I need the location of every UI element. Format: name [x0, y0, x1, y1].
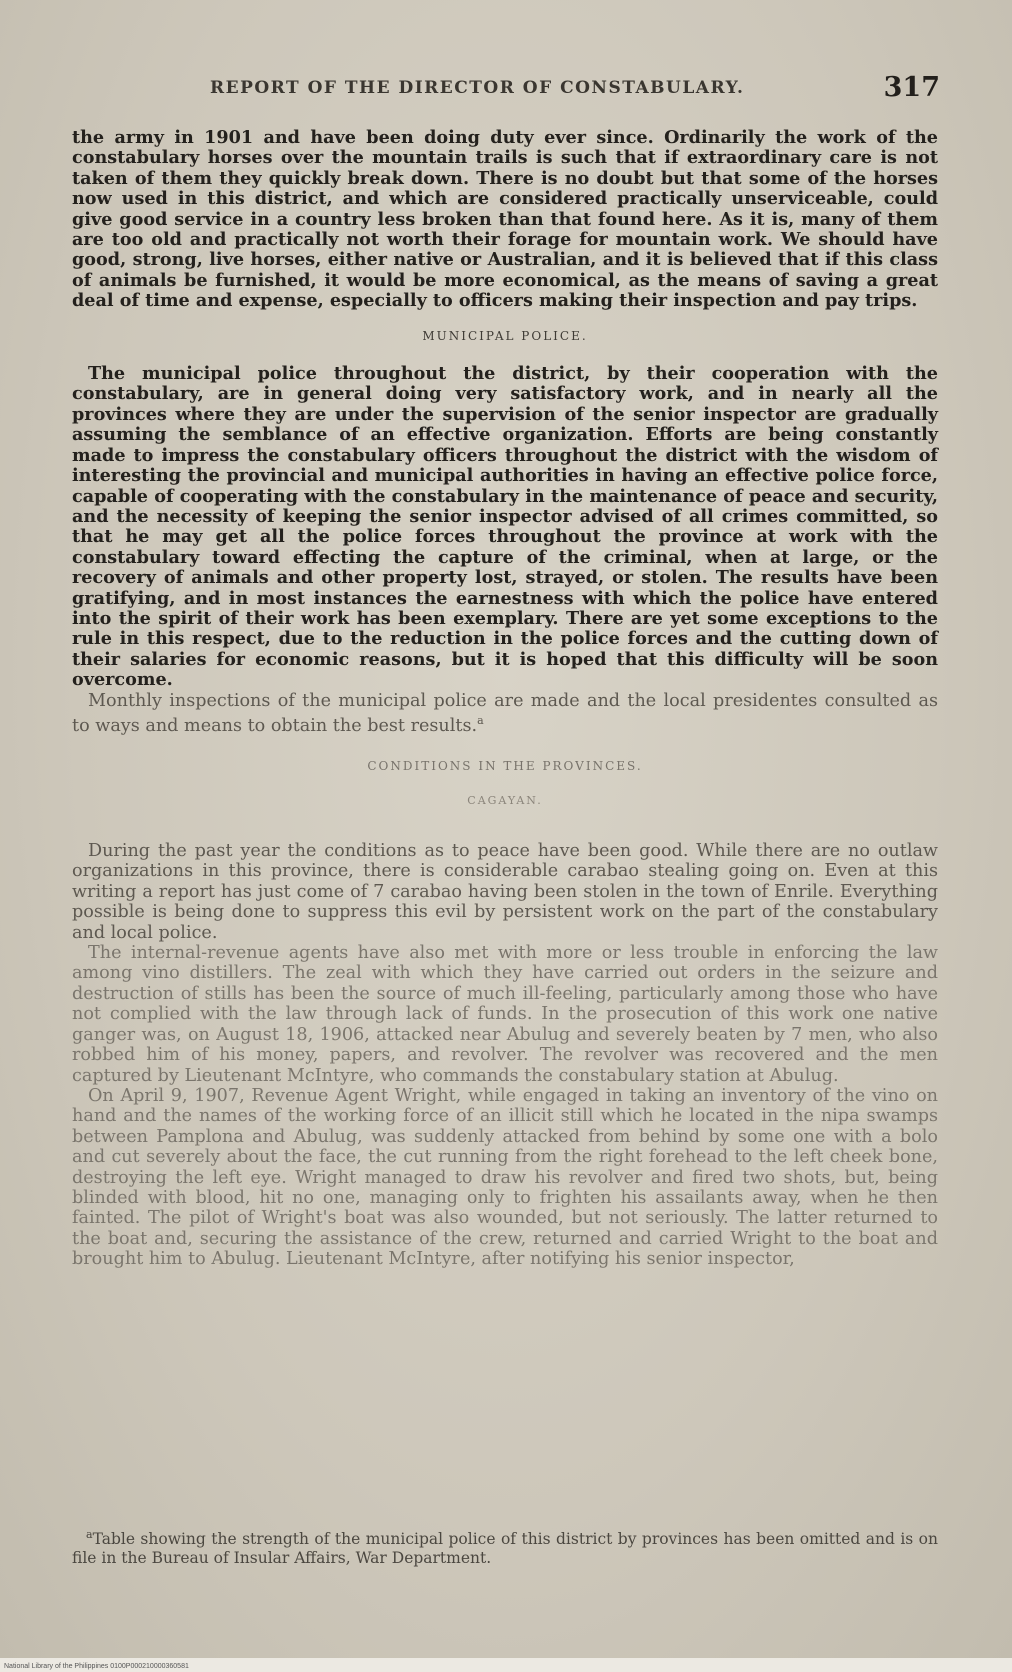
paragraph-peace-conditions: During the past year the conditions as to peace have been good. While there are no outlaw organizations in this province, there is considerable carabao stealing going on. Even at this writing a report has just come of 7 carabao having been stolen in the town of Enrile. Everything possible is being done to suppress this evil by persistent work on the part of the constabulary and local police.	[72, 841, 938, 943]
section-heading-conditions: CONDITIONS IN THE PROVINCES.	[367, 759, 643, 774]
running-head: REPORT OF THE DIRECTOR OF CONSTABULARY.	[210, 78, 745, 98]
paragraph-monthly-inspections-text: Monthly inspections of the municipal police are made and the local presidentes consulted as to ways and means to obtain the best results.	[72, 690, 938, 736]
footnote-text: Table showing the strength of the municipal police of this district by provinces has been omitted and is on file in the Bureau of Insular Affairs, War Department.	[72, 1530, 938, 1568]
scan-footer-bar	[0, 1658, 1012, 1672]
body-text	[72, 128, 938, 1270]
footnote-reference-mark: a	[477, 713, 484, 727]
paragraph-municipal-police: The municipal police throughout the district, by their cooperation with the constabulary, are in general doing very satisfactory work, and in nearly all the provinces where they are under the supervision of the senior inspector are gradually assuming the semblance of an effective organization. Efforts are being constantly made to impress the constabulary officers throughout the district with the wisdom of interesting the provincial and municipal authorities in having an effective police force, capable of cooperating with the constabulary in the maintenance of peace and security, and the necessity of keeping the senior inspector advised of all crimes committed, so that he may get all the police forces throughout the province at work with the constabulary toward effecting the capture of the criminal, when at large, or the recovery of animals and other property lost, strayed, or stolen. The results have been gratifying, and in most instances the earnestness with which the police have entered into the spirit of their work has been exemplary. There are yet some exceptions to the rule in this respect, due to the reduction in the police forces and the cutting down of their salaries for economic reasons, but it is hoped that this difficulty will be soon overcome.	[72, 363, 938, 691]
page-number: 317	[883, 72, 940, 103]
section-heading-cagayan: CAGAYAN.	[467, 793, 543, 807]
footnote-mark: a	[86, 1528, 93, 1541]
scan-footer-label: National Library of the Philippines 0100P000210000360581	[4, 1663, 189, 1670]
paragraph-internal-revenue: The internal-revenue agents have also met with more or less trouble in enforcing the law among vino distillers. The zeal with which they have carried out orders in the seizure and destruction of stills has been the source of much ill-feeling, particularly among those who have not complied with the law through lack of funds. In the prosecution of this work one native ganger was, on August 18, 1906, attacked near Abulug and severely beaten by 7 men, who also robbed him of his money, papers, and revolver. The revolver was recovered and the men captured by Lieutenant McIntyre, who commands the constabulary station at Abulug.	[72, 943, 938, 1086]
footnote	[72, 1525, 938, 1568]
footnote-paragraph	[72, 1525, 938, 1568]
paragraph-monthly-inspections	[72, 691, 938, 737]
page-header	[80, 72, 940, 112]
paragraph-horses: the army in 1901 and have been doing duty ever since. Ordinarily the work of the constabulary horses over the mountain trails is such that if extraordinary care is not taken of them they quickly break down. There is no doubt but that some of the horses now used in this district, and which are considered practically unserviceable, could give good service in a country less broken than that found here. As it is, many of them are too old and practically not worth their forage for mountain work. We should have good, strong, live horses, either native or Australian, and it is believed that if this class of animals be furnished, it would be more economical, as the means of saving a great deal of time and expense, especially to officers making their inspection and pay trips.	[72, 127, 938, 312]
section-heading-municipal-police: MUNICIPAL POLICE.	[422, 328, 588, 343]
paragraph-agent-wright: On April 9, 1907, Revenue Agent Wright, while engaged in taking an inventory of the vino on hand and the names of the working force of an illicit still which he located in the nipa swamps between Pamplona and Abulug, was suddenly attacked from behind by some one with a bolo and cut severely about the face, the cut running from the right forehead to the left cheek bone, destroying the left eye. Wright managed to draw his revolver and fired two shots, but, being blinded with blood, hit no one, managing only to frighten his assailants away, when he then fainted. The pilot of Wright's boat was also wounded, but not seriously. The latter returned to the boat and, securing the assistance of the crew, returned and carried Wright to the boat and brought him to Abulug. Lieutenant McIntyre, after notifying his senior inspector,	[72, 1085, 938, 1270]
